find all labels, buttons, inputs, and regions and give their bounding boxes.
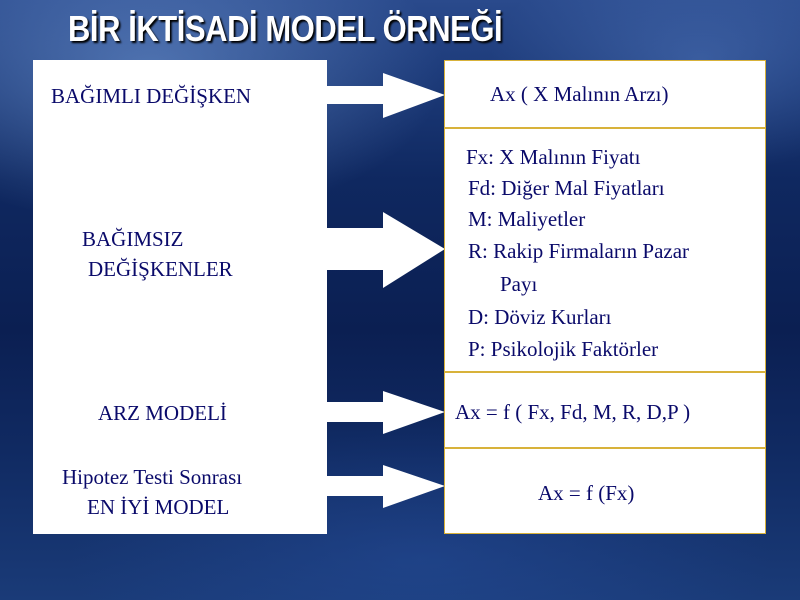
independent-item: D: Döviz Kurları	[468, 305, 612, 329]
supply-model-label: ARZ MODELİ	[98, 401, 227, 425]
independent-item: Fd: Diğer Mal Fiyatları	[468, 176, 665, 200]
supply-model-value: Ax = f ( Fx, Fd, M, R, D,P )	[455, 400, 691, 424]
independent-item: Fx: X Malının Fiyatı	[466, 145, 641, 169]
independent-variables-label-line1: BAĞIMSIZ	[82, 227, 184, 251]
arrow-right-icon	[327, 388, 447, 444]
independent-item: Payı	[500, 272, 538, 296]
best-model-label-line1: Hipotez Testi Sonrası	[62, 465, 243, 489]
best-model-label-line2: EN İYİ MODEL	[87, 495, 230, 519]
dependent-variable-value: Ax ( X Malının Arzı)	[490, 82, 669, 106]
dependent-variable-label: BAĞIMLI DEĞİŞKEN	[51, 84, 252, 108]
independent-item: M: Maliyetler	[468, 207, 586, 231]
slide-title: BİR İKTİSADİ MODEL ÖRNEĞİ	[68, 8, 503, 49]
arrow-right-icon	[327, 462, 447, 518]
arrow-right-icon	[327, 68, 447, 128]
best-model-value: Ax = f (Fx)	[538, 481, 635, 505]
independent-item: R: Rakip Firmaların Pazar	[468, 239, 690, 263]
arrow-right-icon	[327, 208, 447, 292]
independent-item: P: Psikolojik Faktörler	[468, 337, 659, 361]
independent-variables-label-line2: DEĞİŞKENLER	[88, 257, 233, 281]
